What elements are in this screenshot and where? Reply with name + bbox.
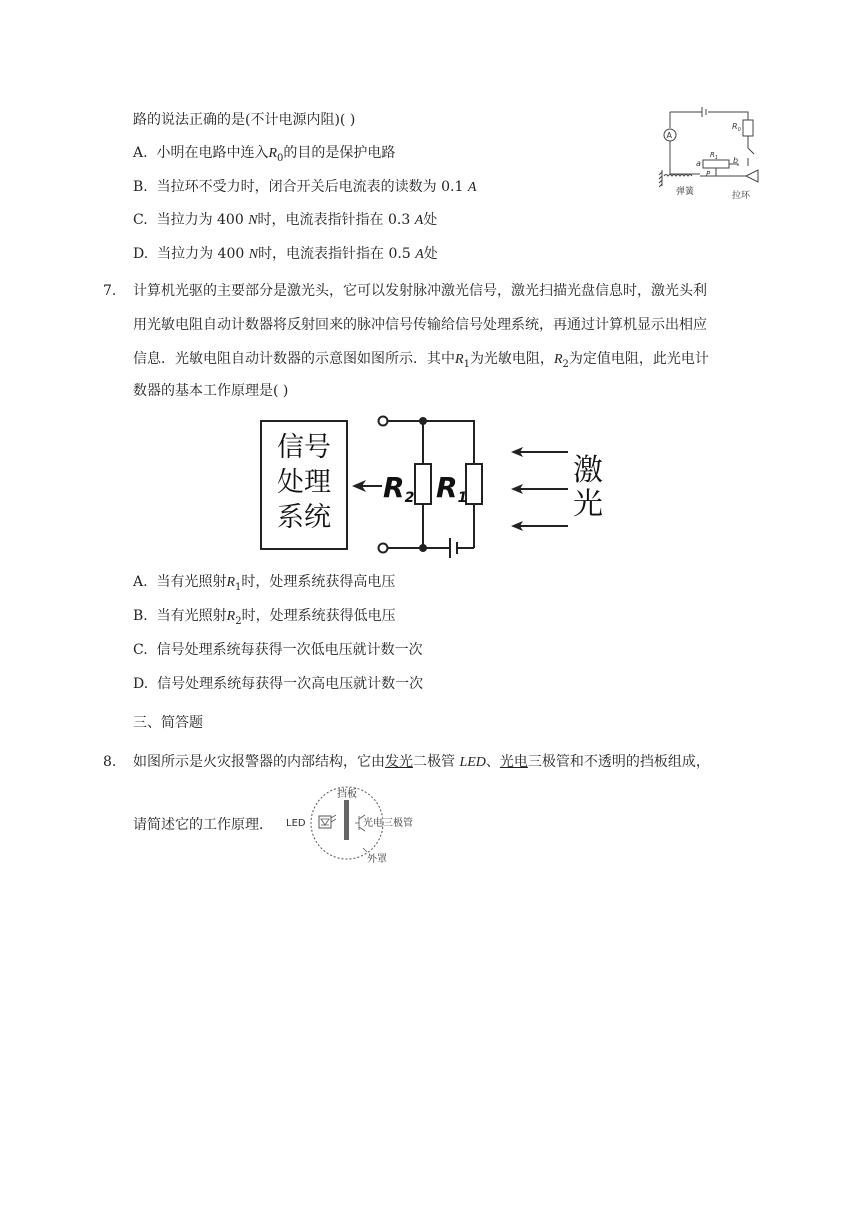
q6-fig-ammeter: A <box>666 131 672 140</box>
q8-fig-led-label: LED <box>286 818 306 829</box>
q7-option-b: B. 当有光照射$R_2$时，处理系统获得低电压 <box>133 608 396 627</box>
svg-text:系统: 系统 <box>277 502 331 533</box>
q7-fig-laser-label: 激 <box>573 453 603 488</box>
svg-text:b: b <box>733 156 739 165</box>
section-heading: 三、简答题 <box>133 715 203 731</box>
q8-line-1: 如图所示是火灾报警器的内部结构，它由发光二极管 LED、光电三极管和不透明的挡板组成， <box>133 754 710 770</box>
q6-fig-ring-label: 拉环 <box>732 191 751 201</box>
q7-line-3: 信息．光敏电阻自动计数器的示意图如图所示．其中$R_1$为光敏电阻，$R_2$为定值电阻，此光电计 <box>133 351 709 370</box>
q8-number: 8. <box>103 754 117 770</box>
q7-option-d: D. 信号处理系统每获得一次高电压就计数一次 <box>133 676 424 692</box>
q7-line-4: 数器的基本工作原理是( ) <box>133 383 289 399</box>
svg-text:R0: $R_0$ <box>732 122 741 133</box>
svg-text:光: 光 <box>573 487 603 522</box>
q7-option-a: A. 当有光照射$R_1$时，处理系统获得高电压 <box>133 574 396 593</box>
svg-text:R1: $R_1$ <box>710 151 719 161</box>
q6-option-b: B. 当拉环不受力时，闭合开关后电流表的读数为 0.1 A <box>133 179 477 195</box>
q8-alarm-figure <box>283 784 433 864</box>
q6-fig-spring-label: 弹簧 <box>676 187 695 197</box>
q6-option-c: C. 当拉力为 400 N时，电流表指针指在 0.3 A处 <box>133 212 438 228</box>
svg-text:信号: 信号 <box>277 432 331 463</box>
svg-text:R1: R1 <box>436 471 468 506</box>
svg-text:a: a <box>696 159 701 168</box>
q8-fig-cover-label: 外罩 <box>367 854 387 864</box>
q6-option-a: A. 小明在电路中连入$R_0$的目的是保护电路 <box>133 145 396 164</box>
q7-line-1: 计算机光驱的主要部分是激光头，它可以发射脉冲激光信号，激光扫描光盘信息时，激光头利 <box>133 283 707 299</box>
q6-stem-tail: 路的说法正确的是(不计电源内阻)( ) <box>133 112 356 128</box>
q7-number: 7. <box>103 283 117 299</box>
svg-text:R2: R2 <box>383 471 415 506</box>
q7-option-c: C. 信号处理系统每获得一次低电压就计数一次 <box>133 642 423 658</box>
q8-fig-baffle-label: 挡板 <box>337 789 357 800</box>
svg-text:P: P <box>706 170 711 178</box>
q8-fig-photo-label: 光电三极管 <box>363 818 413 829</box>
q6-option-d: D. 当拉力为 400 N时，电流表指针指在 0.5 A处 <box>133 246 438 262</box>
svg-text:处理: 处理 <box>277 467 331 498</box>
q7-line-2: 用光敏电阻自动计数器将反射回来的脉冲信号传输给信号处理系统，再通过计算机显示出相应 <box>133 317 707 333</box>
q6-circuit-figure <box>656 102 766 202</box>
q7-counter-figure <box>256 410 616 560</box>
q8-line-2: 请简述它的工作原理． <box>133 817 273 833</box>
